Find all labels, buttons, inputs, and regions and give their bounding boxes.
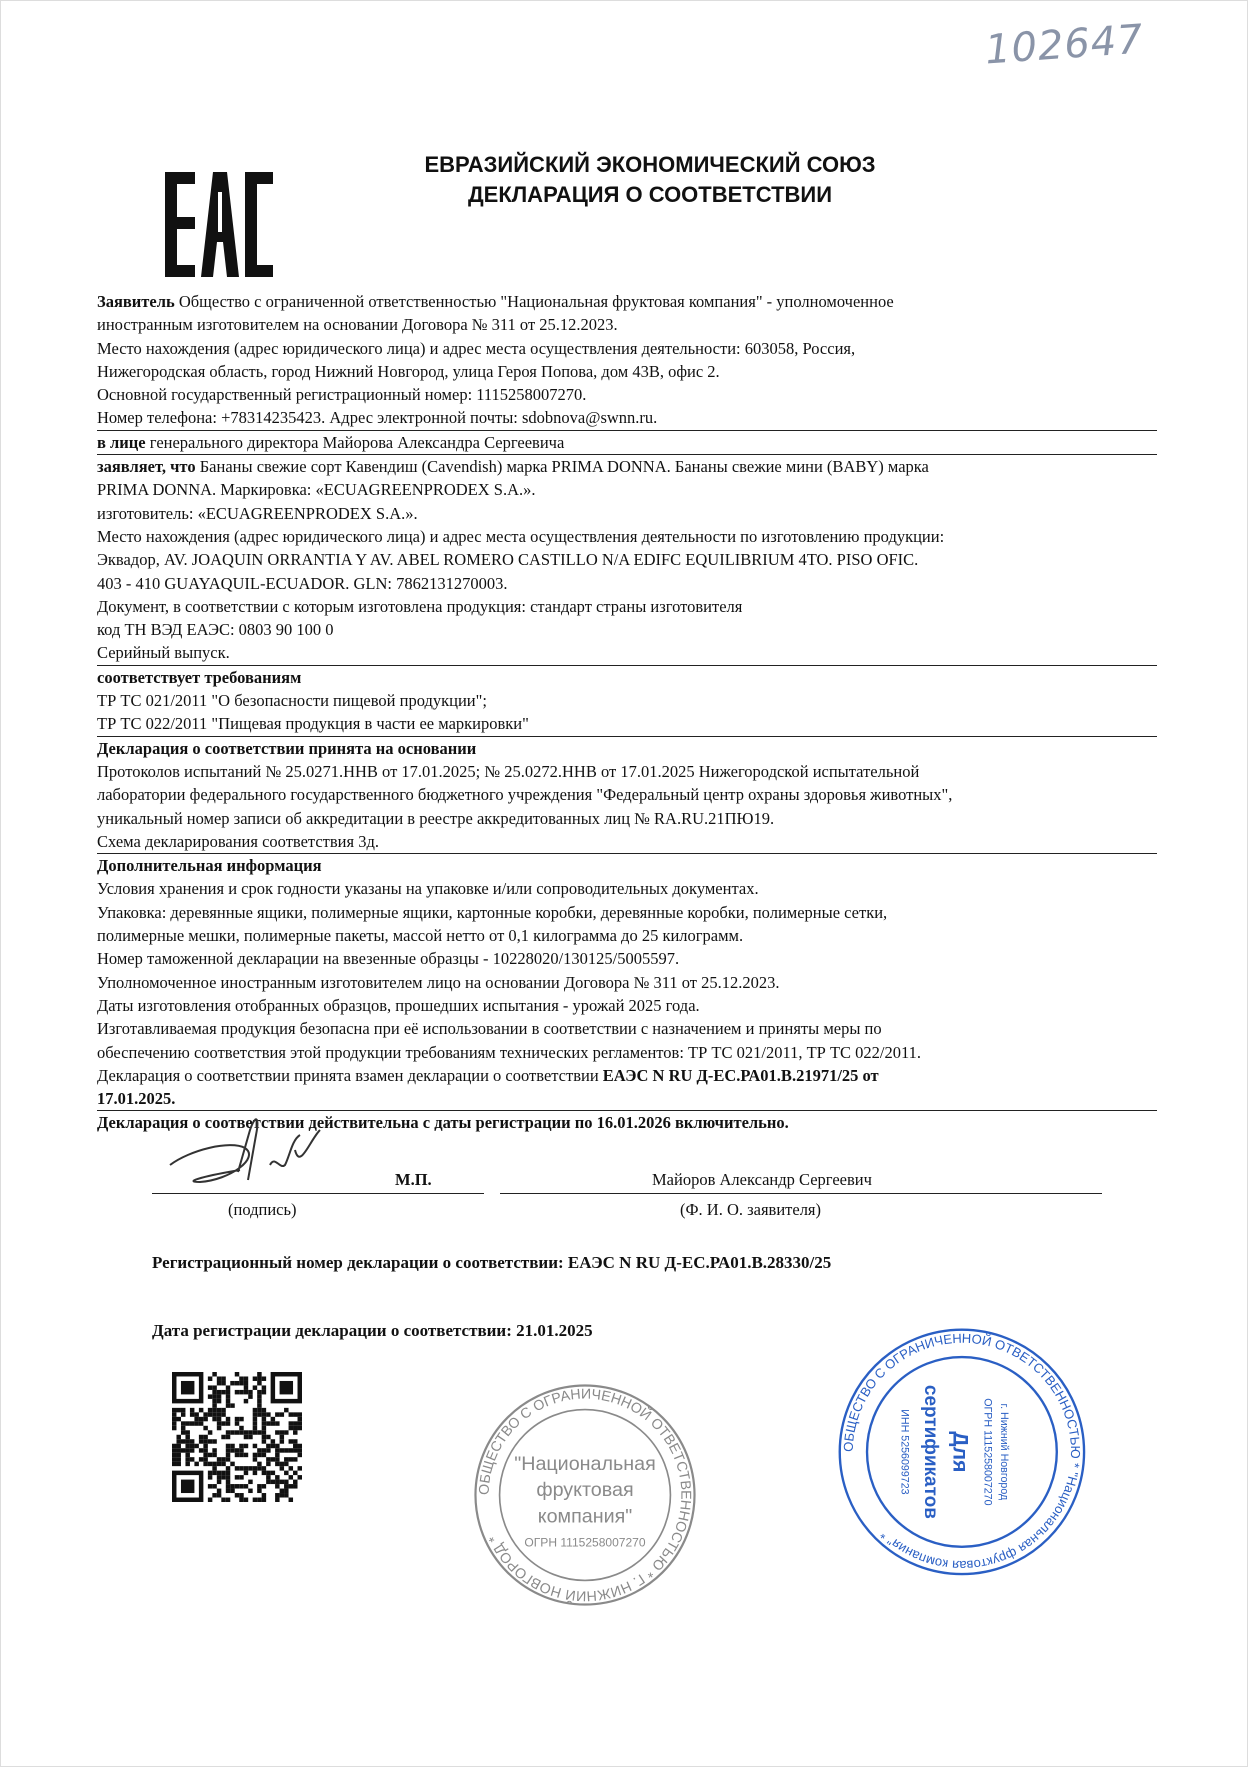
applicant-ogrn: Основной государственный регистрационный номер: 1115258007270. <box>97 385 587 405</box>
release-type: Серийный выпуск. <box>97 641 1157 665</box>
seal-mark: М.П. <box>395 1170 432 1189</box>
additional-line: Упаковка: деревянные ящики, полимерные ящики, картонные коробки, деревянные коробки, полимерные сетки, <box>97 902 888 922</box>
basis-line-3: уникальный номер записи об аккредитации в реестре аккредитованных лиц № RA.RU.21ПЮ19. <box>97 808 775 828</box>
manufacturer: изготовитель: «ECUAGREENPRODEX S.A.». <box>97 503 418 523</box>
seal-inner-text: фруктовая <box>536 1479 634 1502</box>
stamp-outer-text: ОБЩЕСТВО С ОГРАНИЧЕННОЙ ОТВЕТСТВЕННОСТЬЮ * "Национальная фруктовая компания" * <box>840 1330 1084 1574</box>
stamp-ogrn: ОГРН 1115258007270 <box>981 1398 994 1506</box>
declaration-scheme: Схема декларирования соответствия 3д. <box>97 830 1157 854</box>
registration-date: Дата регистрации декларации о соответствии: 21.01.2025 <box>152 1321 593 1340</box>
additional-line: Уполномоченное иностранным изготовителем лицо на основании Договора № 311 от 25.12.2023. <box>97 972 780 992</box>
certificates-stamp <box>835 1325 1090 1580</box>
additional-line: полимерные мешки, полимерные пакеты, массой нетто от 0,1 килограмма до 25 килограмм. <box>97 926 744 946</box>
requirement-item: ТР ТС 021/2011 "О безопасности пищевой продукции"; <box>97 691 487 711</box>
requirement-item: ТР ТС 022/2011 "Пищевая продукция в части ее маркировки" <box>97 712 1157 736</box>
applicant-contacts: Номер телефона: +78314235423. Адрес электронной почты: sdobnova@swnn.ru. <box>97 406 1157 430</box>
replaced-declaration-date: 17.01.2025. <box>97 1089 176 1109</box>
stamp-city: г. Нижний Новгород <box>998 1403 1011 1501</box>
manufacturer-address-3: 403 - 410 GUAYAQUIL-ECUADOR. GLN: 7862131270003. <box>97 573 508 593</box>
replaces-text: Декларация о соответствии принята взамен декларации о соответствии <box>97 1065 603 1085</box>
qr-code[interactable] <box>172 1372 302 1502</box>
name-caption: (Ф. И. О. заявителя) <box>680 1200 822 1219</box>
basis-line-2: лаборатории федерального государственного бюджетного учреждения "Федеральный центр охраны здоровья животных", <box>97 785 953 805</box>
declares-label: заявляет, что <box>97 457 196 477</box>
applicant-address-1: Место нахождения (адрес юридического лица) и адрес места осуществления деятельности: 603058, Россия, <box>97 338 856 358</box>
additional-heading: Дополнительная информация <box>97 856 322 876</box>
declaration-body <box>97 290 1157 1135</box>
additional-line: обеспечению соответствия этой продукции требованиям технических регламентов: ТР ТС 021/2011, ТР ТС 022/2011. <box>97 1042 922 1062</box>
manufacturer-address-1: Место нахождения (адрес юридического лица) и адрес места осуществления деятельности по изготовлению продукции: <box>97 526 945 546</box>
standard-document: Документ, в соответствии с которым изготовлена продукция: стандарт страны изготовителя <box>97 596 743 616</box>
handwritten-signature <box>150 1110 350 1192</box>
basis-line-1: Протоколов испытаний № 25.0271.ННВ от 17.01.2025; № 25.0272.ННВ от 17.01.2025 Нижегородской испытательной <box>97 761 920 781</box>
applicant-basis: иностранным изготовителем на основании Договора № 311 от 25.12.2023. <box>97 315 618 335</box>
validity-period: Декларация о соответствии действительна с даты регистрации по 16.01.2026 включительно. <box>97 1113 789 1133</box>
additional-line: Даты изготовления отобранных образцов, прошедших испытания - урожай 2025 года. <box>97 995 700 1015</box>
additional-line: Условия хранения и срок годности указаны на упаковке и/или сопроводительных документах. <box>97 879 759 899</box>
seal-inner-text: "Национальная <box>514 1452 656 1475</box>
hs-code: код ТН ВЭД ЕАЭС: 0803 90 100 0 <box>97 620 334 640</box>
stamp-inn: ИНН 5256099723 <box>898 1409 911 1495</box>
eac-logo <box>165 172 273 277</box>
requirements-heading: соответствует требованиям <box>97 667 302 687</box>
seal-ogrn: ОГРН 1115258007270 <box>524 1535 646 1550</box>
applicant-signatory-name: Майоров Александр Сергеевич <box>652 1170 872 1189</box>
basis-heading: Декларация о соответствии принята на основании <box>97 738 477 758</box>
applicant-name: Общество с ограниченной ответственностью "Национальная фруктовая компания" - уполномоченное <box>174 292 894 311</box>
stamp-inner-text: сертификатов <box>920 1384 942 1519</box>
replaced-declaration-number: ЕАЭС N RU Д-ЕС.РА01.В.21971/25 от <box>602 1065 879 1085</box>
name-line <box>500 1193 1102 1194</box>
applicant-address-2: Нижегородская область, город Нижний Новгород, улица Героя Попова, дом 43В, офис 2. <box>97 361 720 381</box>
signature-caption: (подпись) <box>228 1200 297 1219</box>
product-line-2: PRIMA DONNA. Маркировка: «ECUAGREENPRODEX S.A.». <box>97 480 536 500</box>
product-line-1: Бананы свежие сорт Кавендиш (Cavendish) марка PRIMA DONNA. Бананы свежие мини (BABY) марка <box>195 457 929 477</box>
document-title: ДЕКЛАРАЦИЯ О СООТВЕТСТВИИ <box>467 182 833 207</box>
additional-line: Изготавливаемая продукция безопасна при её использовании в соответствии с назначением и приняты меры по <box>97 1019 882 1039</box>
stamp-inner-text: Для <box>948 1431 973 1473</box>
representative-name: генерального директора Майорова Александра Сергеевича <box>145 432 565 452</box>
additional-line: Номер таможенной декларации на ввезенные образцы - 10228020/130125/5005597. <box>97 949 680 969</box>
applicant-label: Заявитель <box>97 292 175 311</box>
registration-number: Регистрационный номер декларации о соответствии: ЕАЭС N RU Д-ЕС.РА01.В.28330/25 <box>152 1253 832 1272</box>
signature-line <box>152 1193 484 1194</box>
seal-outer-text: ОБЩЕСТВО С ОГРАНИЧЕННОЙ ОТВЕТСТВЕННОСТЬЮ * Г. НИЖНИЙ НОВГОРОД * <box>476 1386 694 1604</box>
representative-label: в лице <box>97 432 146 452</box>
seal-inner-text: компания" <box>537 1505 633 1528</box>
union-title: ЕВРАЗИЙСКИЙ ЭКОНОМИЧЕСКИЙ СОЮЗ <box>424 152 876 177</box>
manufacturer-address-2: Эквадор, AV. JOAQUIN ORRANTIA Y AV. ABEL ROMERO CASTILLO N/A EDIFC EQUILIBRIUM 4TO. PISO OFIC. <box>97 550 919 570</box>
company-seal-stamp <box>470 1380 700 1610</box>
handwritten-number: 102647 <box>983 16 1146 74</box>
